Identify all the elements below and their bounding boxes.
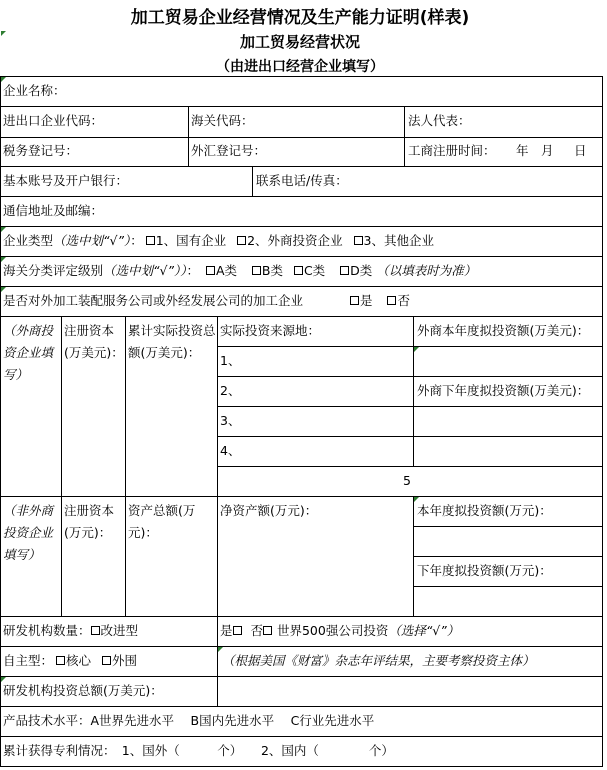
source-3: 3、 <box>220 413 241 428</box>
customs-class-row: 海关分类评定级别（选中划“√”））： A类 B类 C类 D类 （以填表时为准） <box>3 263 477 278</box>
foreign-section-label: （外商投资企业填写） <box>3 323 54 382</box>
source-1: 1、 <box>220 353 241 368</box>
source-2: 2、 <box>220 383 241 398</box>
class-d-label: D类 <box>350 263 373 278</box>
checkbox-yes[interactable] <box>350 296 359 305</box>
checkbox-no[interactable] <box>387 296 396 305</box>
checkbox-class-a[interactable] <box>206 266 215 275</box>
month-label: 月 <box>541 143 554 158</box>
no-label: 否 <box>397 293 410 308</box>
checkbox-state-owned[interactable] <box>146 236 155 245</box>
core-label: 核心 <box>66 653 92 668</box>
foreign-next-year-label: 外商下年度拟投资额(万美元)： <box>417 383 590 398</box>
ie-code-label: 进出口企业代码： <box>3 113 104 128</box>
fortune-note: （根据美国《财富》杂志年评结果，主要考察投资主体） <box>222 653 535 668</box>
checkbox-class-b[interactable] <box>252 266 261 275</box>
company-type-label: 企业类型 <box>3 233 54 248</box>
top500-row <box>220 623 459 638</box>
bank-label: 基本账号及开户银行： <box>3 173 129 188</box>
no2-label: 否 <box>250 623 263 638</box>
option-foreign-invested: 2、外商投资企业 <box>247 233 343 248</box>
this-year-invest-label: 本年度拟投资额(万元)： <box>417 503 552 518</box>
checkbox-other[interactable] <box>354 236 363 245</box>
rd-total-label: 研发机构投资总额(万美元)： <box>3 683 163 698</box>
checkbox-top500-yes[interactable] <box>233 626 242 635</box>
option-other: 3、其他企业 <box>363 233 434 248</box>
checkbox-foreign-invested[interactable] <box>237 236 246 245</box>
total-assets-label: 资产总额(万元)： <box>128 503 196 540</box>
customs-class-label: 海关分类评定级别 <box>3 263 104 278</box>
class-c-label: C类 <box>303 263 326 278</box>
yes-label: 是 <box>360 293 373 308</box>
foreign-this-year-label: 外商本年度拟投资额(万美元)： <box>417 323 590 338</box>
actual-invest-total-label: 累计实际投资总额(万美元)： <box>128 323 216 360</box>
invest-source-label: 实际投资来源地： <box>220 323 321 338</box>
checkbox-class-c[interactable] <box>294 266 303 275</box>
colon: ： <box>130 233 143 248</box>
customs-class-hint: （选中划“√”）） <box>103 263 187 278</box>
net-assets-label: 净资产额(万元)： <box>220 503 318 518</box>
rd-count-label: 研发机构数量： <box>3 623 91 638</box>
checkbox-core[interactable] <box>56 656 65 665</box>
reg-capital-cny-label: 注册资本(万元)： <box>64 503 115 540</box>
tax-reg-label: 税务登记号： <box>3 143 79 158</box>
checkbox-improved[interactable] <box>91 626 100 635</box>
outsourcing-options <box>347 293 410 308</box>
option-state-owned: 1、国有企业 <box>155 233 227 248</box>
legal-rep-label: 法人代表： <box>408 113 471 128</box>
checkbox-periphery[interactable] <box>102 656 111 665</box>
company-name-label: 企业名称： <box>3 83 66 98</box>
class-b-label: B类 <box>261 263 283 278</box>
nonforeign-section-label: （非外商投资企业填写） <box>3 503 54 562</box>
rd-count-row <box>3 623 138 638</box>
top500-hint: （选择“√”） <box>388 623 460 638</box>
checkbox-class-d[interactable] <box>340 266 349 275</box>
source-4: 4、 <box>220 443 241 458</box>
form-note: （由进出口经营企业填写） <box>216 59 384 75</box>
form-title: 加工贸易企业经营情况及生产能力证明(样表) <box>130 8 470 28</box>
next-year-invest-label: 下年度拟投资额(万元)： <box>417 563 552 578</box>
top500-label: 世界500强公司投资 <box>276 623 389 638</box>
independent-label: 自主型： <box>3 653 54 668</box>
customs-code-label: 海关代码： <box>191 113 254 128</box>
company-type-row <box>3 233 434 248</box>
improved-label: 改进型 <box>100 623 139 638</box>
biz-reg-time-label: 工商注册时间： <box>408 143 496 158</box>
address-label: 通信地址及邮编： <box>3 203 104 218</box>
source-5: 5 <box>403 473 411 488</box>
checkbox-top500-no[interactable] <box>263 626 272 635</box>
year-label: 年 <box>516 143 529 158</box>
form-subtitle: 加工贸易经营状况 <box>239 33 360 51</box>
tech-level-label: 产品技术水平：A世界先进水平 B国内先进水平 C行业先进水平 <box>3 713 375 728</box>
periphery-label: 外围 <box>111 653 137 668</box>
reg-capital-usd-label: 注册资本(万美元)： <box>64 323 124 360</box>
class-a-label: A类 <box>215 263 237 278</box>
phone-fax-label: 联系电话/传真： <box>256 173 348 188</box>
class-note: （以填表时为准） <box>376 263 477 278</box>
fx-reg-label: 外汇登记号： <box>191 143 267 158</box>
patents-label: 累计获得专利情况： 1、国外（ 个） 2、国内（ 个） <box>3 743 394 758</box>
independent-row <box>3 653 137 668</box>
company-type-hint: （选中划“√”） <box>53 233 131 248</box>
yes2-label: 是 <box>220 623 233 638</box>
outsourcing-question: 是否对外加工装配服务公司或外经发展公司的加工企业 <box>3 293 304 308</box>
day-label: 日 <box>574 143 587 158</box>
